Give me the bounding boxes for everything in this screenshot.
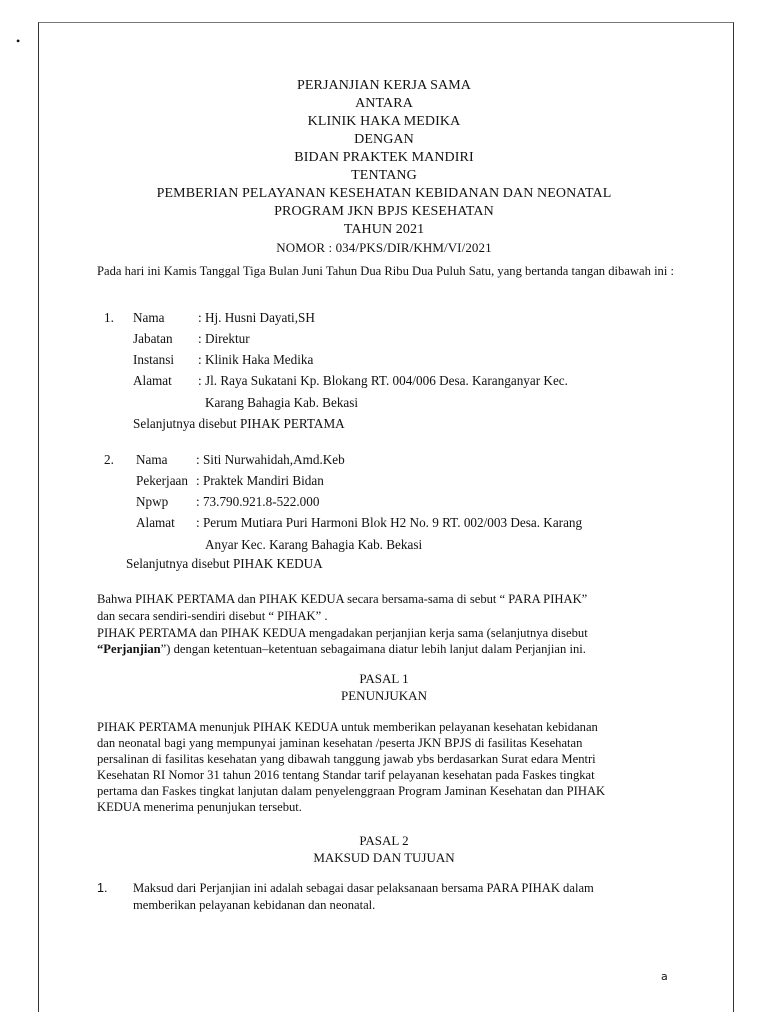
body-line: persalinan di fasilitas kesehatan yang dibawah tanggung jawab ybs berdasarkan Surat edara Mentri bbox=[97, 752, 596, 766]
para-pihak-line: PIHAK PERTAMA dan PIHAK KEDUA mengadakan perjanjian kerja sama (selanjutnya disebut bbox=[97, 626, 588, 640]
title-line: TAHUN 2021 bbox=[343, 222, 425, 237]
field-label: Nama bbox=[136, 452, 168, 467]
party-number: 1. bbox=[104, 310, 114, 325]
field-label: Alamat bbox=[136, 515, 175, 530]
field-label: Jabatan bbox=[133, 331, 173, 346]
field-value: : Perum Mutiara Puri Harmoni Blok H2 No. 9 RT. 002/003 Desa. Karang bbox=[196, 515, 583, 530]
field-label: Npwp bbox=[136, 494, 169, 509]
bullet-mark: • bbox=[16, 34, 21, 48]
opening-paragraph: Pada hari ini Kamis Tanggal Tiga Bulan Juni Tahun Dua Ribu Dua Puluh Satu, yang bertanda tangan dibawah ini : bbox=[97, 264, 675, 278]
item-number: 1. bbox=[97, 881, 108, 895]
pasal-2-heading: PASAL 2 bbox=[359, 833, 409, 848]
title-line: DENGAN bbox=[354, 132, 414, 147]
perjanjian-term: “Perjanjian bbox=[97, 642, 161, 656]
body-line: KEDUA menerima penunjukan tersebut. bbox=[97, 800, 302, 814]
para-pihak-line bbox=[97, 641, 586, 657]
title-line: TENTANG bbox=[351, 168, 417, 183]
pasal-1-body bbox=[97, 719, 672, 815]
body-line: PIHAK PERTAMA menunjuk PIHAK KEDUA untuk memberikan pelayanan kesehatan kebidanan bbox=[97, 720, 598, 734]
body-line: Kesehatan RI Nomor 31 tahun 2016 tentang Standar tarif pelayanan kesehatan pada Faskes tingkat bbox=[97, 768, 595, 782]
footer-mark: a bbox=[661, 970, 668, 983]
item-line: memberikan pelayanan kebidanan dan neonatal. bbox=[133, 898, 376, 912]
title-line: PERJANJIAN KERJA SAMA bbox=[296, 78, 472, 93]
title-line: PROGRAM JKN BPJS KESEHATAN bbox=[274, 204, 494, 219]
field-label: Pekerjaan bbox=[136, 473, 188, 488]
field-value: : Jl. Raya Sukatani Kp. Blokang RT. 004/006 Desa. Karanganyar Kec. bbox=[198, 373, 568, 388]
body-line: dan neonatal bagi yang mempunyai jaminan kesehatan /peserta JKN BPJS di fasilitas Kesehatan bbox=[97, 736, 583, 750]
field-label: Alamat bbox=[133, 373, 172, 388]
para-pihak-rest: ”) dengan ketentuan–ketentuan sebagaimana diatur lebih lanjut dalam Perjanjian ini. bbox=[160, 642, 586, 656]
title-line: BIDAN PRAKTEK MANDIRI bbox=[294, 150, 474, 165]
field-value: : 73.790.921.8-522.000 bbox=[196, 494, 320, 509]
para-bahwa-line: dan secara sendiri-sendiri disebut “ PIHAK” . bbox=[97, 609, 328, 623]
title-line: KLINIK HAKA MEDIKA bbox=[307, 114, 461, 129]
para-bahwa-line: Bahwa PIHAK PERTAMA dan PIHAK KEDUA secara bersama-sama di sebut “ PARA PIHAK” bbox=[97, 592, 588, 606]
field-value: : Siti Nurwahidah,Amd.Keb bbox=[196, 452, 345, 467]
title-line-nomor: NOMOR : 034/PKS/DIR/KHM/VI/2021 bbox=[276, 240, 492, 255]
body-line: pertama dan Faskes tingkat lanjutan dalam penyelenggraan Program Jaminan Kesehatan dan PIHAK bbox=[97, 784, 606, 798]
field-label: Instansi bbox=[133, 352, 175, 367]
document-title bbox=[0, 77, 768, 257]
party-closing: Selanjutnya disebut PIHAK KEDUA bbox=[126, 556, 323, 571]
field-value: : Klinik Haka Medika bbox=[198, 352, 314, 367]
field-value: : Direktur bbox=[198, 331, 250, 346]
party-closing: Selanjutnya disebut PIHAK PERTAMA bbox=[133, 416, 345, 431]
pasal-1-subheading: PENUNJUKAN bbox=[341, 688, 427, 703]
title-line: ANTARA bbox=[355, 96, 413, 111]
address-continuation: Karang Bahagia Kab. Bekasi bbox=[205, 395, 359, 410]
field-label: Nama bbox=[133, 310, 165, 325]
address-continuation: Anyar Kec. Karang Bahagia Kab. Bekasi bbox=[205, 537, 423, 552]
party-number: 2. bbox=[104, 452, 114, 467]
field-value: : Hj. Husni Dayati,SH bbox=[198, 310, 315, 325]
pasal-1-heading: PASAL 1 bbox=[359, 671, 409, 686]
item-line: Maksud dari Perjanjian ini adalah sebagai dasar pelaksanaan bersama PARA PIHAK dalam bbox=[133, 881, 594, 895]
title-line: PEMBERIAN PELAYANAN KESEHATAN KEBIDANAN DAN NEONATAL bbox=[156, 186, 612, 201]
field-value: : Praktek Mandiri Bidan bbox=[196, 473, 324, 488]
pasal-2-subheading: MAKSUD DAN TUJUAN bbox=[313, 850, 455, 865]
